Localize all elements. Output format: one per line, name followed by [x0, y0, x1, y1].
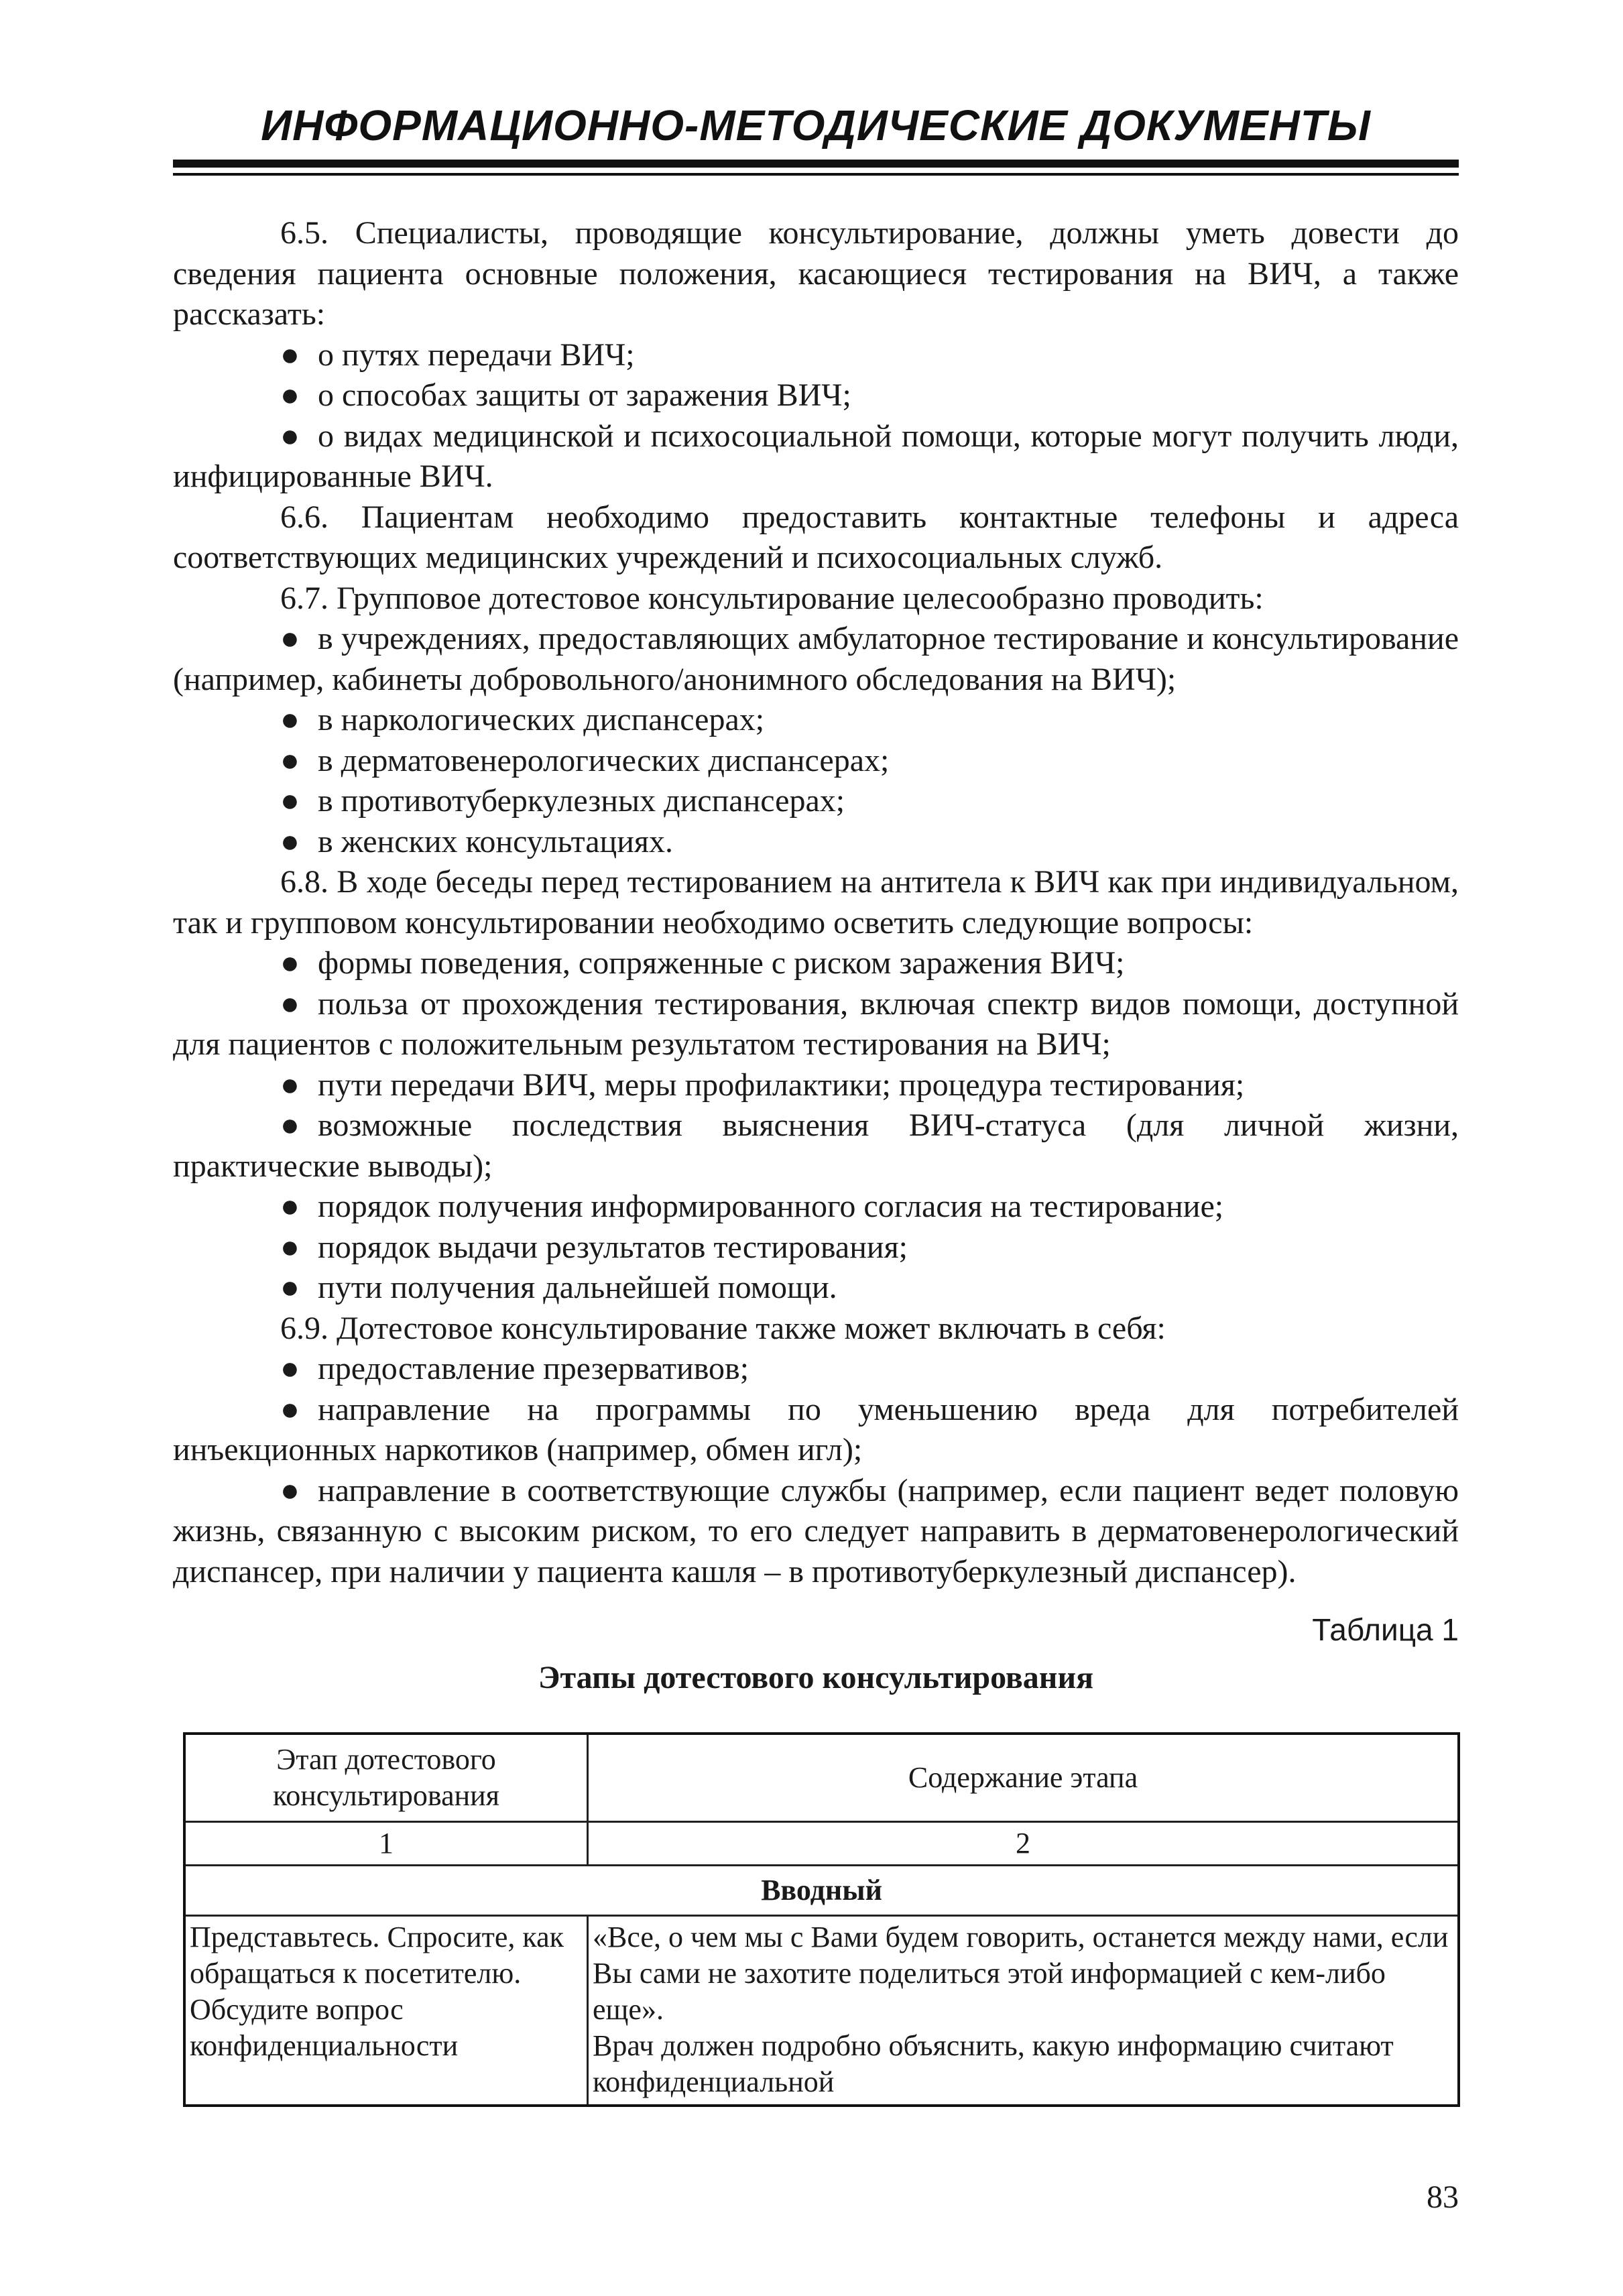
- bullet-text: в учреждениях, предоставляющих амбулаторное тестирование и консультирование (например, кабинеты добровольного/анонимного обследования на ВИЧ);: [173, 621, 1459, 697]
- bullet-text: в женских консультациях.: [318, 823, 673, 859]
- section-title: Вводный: [184, 1866, 1459, 1916]
- bullet-item: [173, 943, 1459, 984]
- bullet-text: о способах защиты от заражения ВИЧ;: [318, 377, 851, 413]
- bullet-text: польза от прохождения тестирования, включая спектр видов помощи, доступной для пациентов с положительным результатом тестирования на ВИЧ;: [173, 985, 1459, 1062]
- bullet-dot-icon: ●: [280, 1229, 300, 1265]
- bullet-item: [173, 700, 1459, 741]
- bullet-item: [173, 1065, 1459, 1106]
- table-section-row: [184, 1866, 1459, 1916]
- bullet-dot-icon: ●: [280, 1391, 300, 1427]
- body-paragraph: 6.7. Групповое дотестовое консультирование целесообразно проводить:: [280, 580, 1264, 616]
- column-number-1: 1: [184, 1822, 588, 1866]
- content-line-2: Врач должен подробно объяснить, какую информацию считают конфиденциальной: [593, 2029, 1394, 2098]
- bullet-text: направление на программы по уменьшению вреда для потребителей инъекционных наркотиков (например, обмен игл);: [173, 1391, 1459, 1467]
- bullet-dot-icon: ●: [280, 377, 300, 413]
- bullet-dot-icon: ●: [280, 621, 300, 656]
- column-number-2: 2: [588, 1822, 1459, 1866]
- bullet-dot-icon: ●: [280, 742, 300, 778]
- bullet-item: [173, 822, 1459, 863]
- content-cell: [588, 1916, 1459, 2106]
- bullet-item: [173, 1105, 1459, 1187]
- bullet-text: в дерматовенерологических диспансерах;: [318, 742, 890, 778]
- bullet-item: [173, 1349, 1459, 1390]
- bullet-text: пути передачи ВИЧ, меры профилактики; процедура тестирования;: [318, 1067, 1245, 1103]
- body-paragraph: 6.9. Дотестовое консультирование также может включать в себя:: [280, 1310, 1166, 1346]
- bullet-text: возможные последствия выяснения ВИЧ-статуса (для личной жизни, практические выводы);: [173, 1107, 1459, 1184]
- running-header: ИНФОРМАЦИОННО-МЕТОДИЧЕСКИЕ ДОКУМЕНТЫ: [261, 101, 1371, 149]
- bullet-dot-icon: ●: [280, 945, 300, 981]
- stages-table: [183, 1732, 1460, 2107]
- bullet-dot-icon: ●: [280, 1472, 300, 1508]
- bullet-text: направление в соответствующие службы (например, если пациент ведет половую жизнь, связанную с высоким риском, то его следует направить в дерматовенерологический диспансер, при наличии у пациента кашля – в противотуберкулезный диспансер).: [173, 1472, 1459, 1589]
- table-row: [184, 1916, 1459, 2106]
- bullet-dot-icon: ●: [280, 823, 300, 859]
- bullet-text: формы поведения, сопряженные с риском заражения ВИЧ;: [318, 945, 1125, 981]
- bullet-dot-icon: ●: [280, 1067, 300, 1103]
- bullet-text: пути получения дальнейшей помощи.: [318, 1270, 837, 1305]
- bullet-text: порядок получения информированного согласия на тестирование;: [318, 1189, 1224, 1224]
- table-number-row: [184, 1822, 1459, 1866]
- bullet-dot-icon: ●: [280, 1351, 300, 1386]
- bullet-dot-icon: ●: [280, 783, 300, 819]
- bullet-item: [173, 335, 1459, 376]
- bullet-item: [173, 781, 1459, 822]
- bullet-item: [173, 1268, 1459, 1309]
- bullet-text: о видах медицинской и психосоциальной помощи, которые могут получить люди, инфицированные ВИЧ.: [173, 418, 1459, 494]
- header-cell-stage: Этап дотестового консультирования: [184, 1734, 588, 1822]
- bullet-item: [173, 1390, 1459, 1471]
- header-rule-thin: [173, 173, 1459, 176]
- bullet-item: [173, 619, 1459, 700]
- bullet-dot-icon: ●: [280, 1189, 300, 1224]
- bullet-item: [173, 416, 1459, 497]
- bullet-item: [173, 984, 1459, 1065]
- page-number: 83: [1427, 2179, 1459, 2215]
- content-line-1: «Все, о чем мы с Вами будем говорить, останется между нами, если Вы сами не захотите поделиться этой информацией с кем-либо еще».: [593, 1921, 1449, 2026]
- bullet-item: [173, 1471, 1459, 1593]
- table-number: Таблица 1: [1312, 1612, 1459, 1647]
- body-paragraph: 6.6. Пациентам необходимо предоставить контактные телефоны и адреса соответствующих медицинских учреждений и психосоциальных служб.: [173, 499, 1459, 575]
- table-title: Этапы дотестового консультирования: [538, 1660, 1094, 1695]
- bullet-dot-icon: ●: [280, 337, 300, 373]
- bullet-text: о путях передачи ВИЧ;: [318, 337, 635, 373]
- bullet-text: предоставление презервативов;: [318, 1351, 749, 1386]
- header-cell-content: Содержание этапа: [588, 1734, 1459, 1822]
- bullet-item: [173, 1187, 1459, 1227]
- bullet-text: порядок выдачи результатов тестирования;: [318, 1229, 908, 1265]
- bullet-item: [173, 741, 1459, 782]
- bullet-dot-icon: ●: [280, 418, 300, 454]
- table-header-row: [184, 1734, 1459, 1822]
- bullet-dot-icon: ●: [280, 1107, 300, 1143]
- header-rule-thick: [173, 160, 1459, 168]
- bullet-dot-icon: ●: [280, 702, 300, 737]
- bullet-text: в противотуберкулезных диспансерах;: [318, 783, 845, 819]
- bullet-dot-icon: ●: [280, 985, 300, 1022]
- body-paragraph: 6.8. В ходе беседы перед тестированием на антитела к ВИЧ как при индивидуальном, так и групповом консультировании необходимо осветить следующие вопросы:: [173, 864, 1459, 941]
- stage-cell: Представьтесь. Спросите, как обращаться к посетителю. Обсудите вопрос конфиденциальности: [184, 1916, 588, 2106]
- bullet-text: в наркологических диспансерах;: [318, 702, 765, 737]
- body-paragraph: 6.5. Специалисты, проводящие консультирование, должны уметь довести до сведения пациента основные положения, касающиеся тестирования на ВИЧ, а также рассказать:: [173, 215, 1459, 332]
- body-text: [173, 213, 1459, 1592]
- bullet-dot-icon: ●: [280, 1270, 300, 1305]
- bullet-item: [173, 375, 1459, 416]
- bullet-item: [173, 1227, 1459, 1268]
